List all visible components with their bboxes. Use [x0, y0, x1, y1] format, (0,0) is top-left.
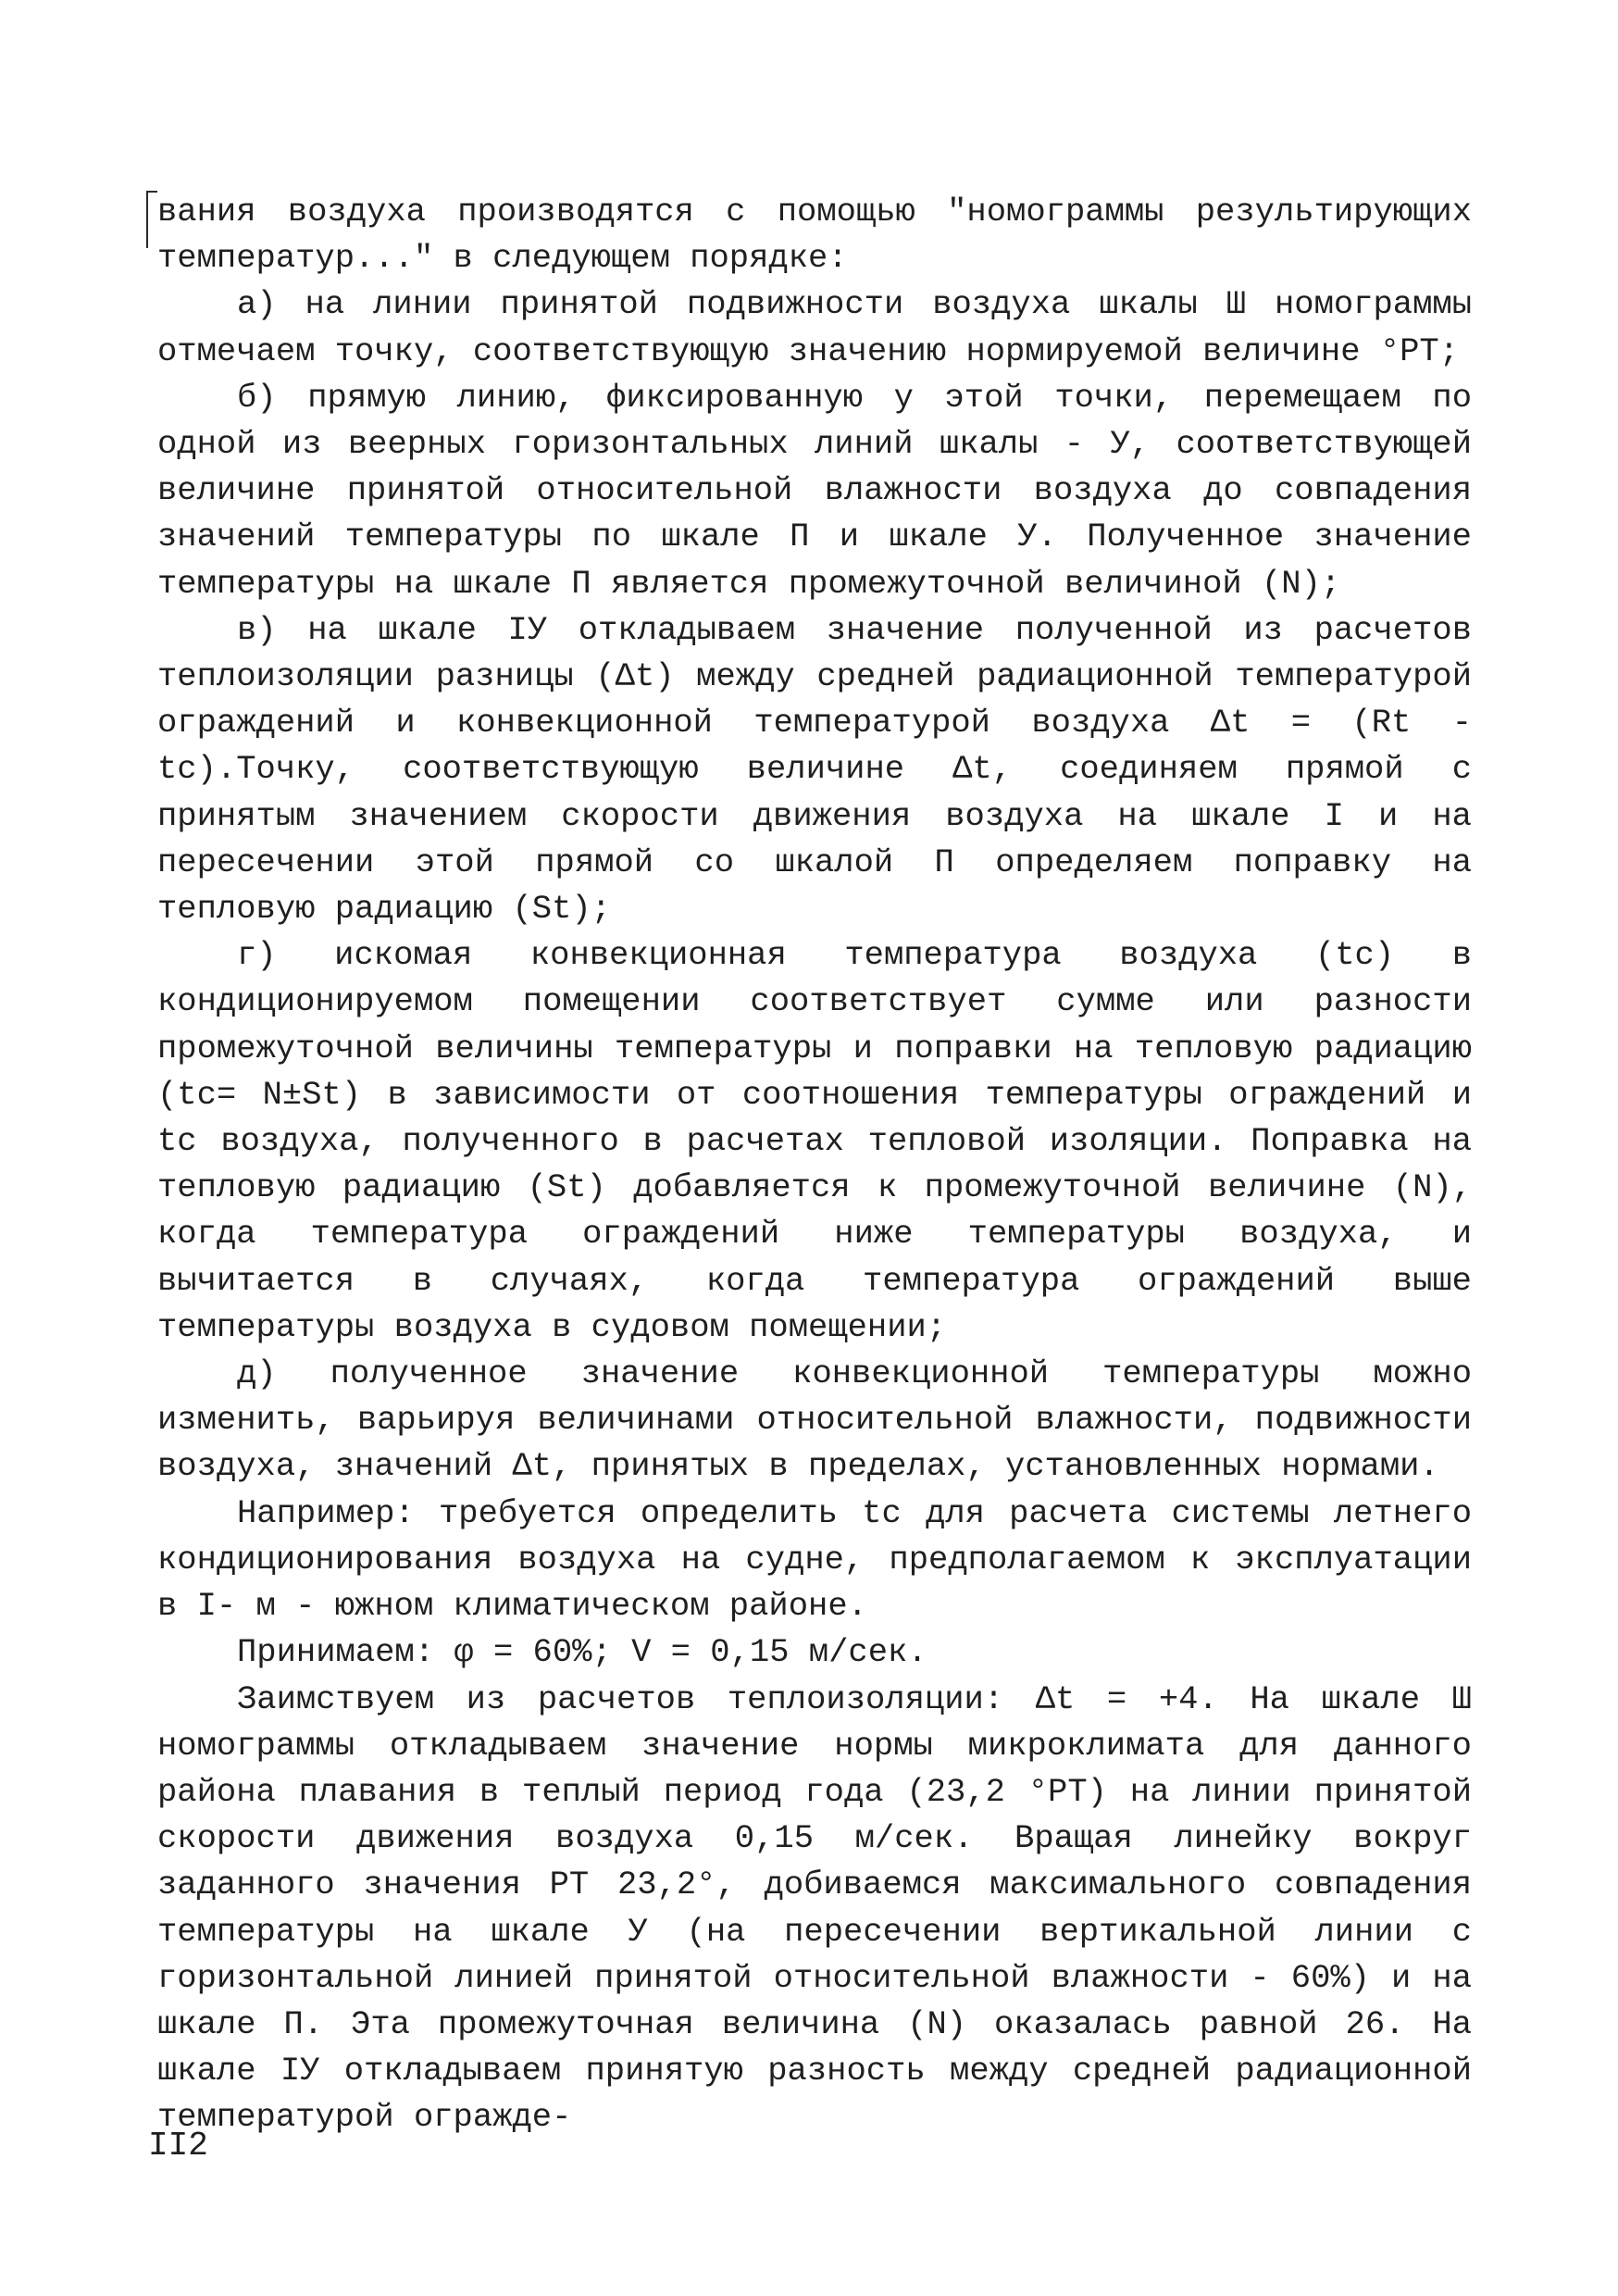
paragraph-step-a: а) на линии принятой подвижности воздуха шкалы Ш номограммы отмечаем точку, соответствующую значению нормируемой величине °РТ; — [157, 285, 1472, 370]
paragraph-step-d: д) полученное значение конвекционной температуры можно изменить, варьируя величинами относительной влажности, подвижности воздуха, значений Δt, принятых в пределах, установленных нормами. — [157, 1354, 1472, 1486]
page-number: II2 — [148, 2127, 208, 2165]
paragraph-example: Например: требуется определить tc для расчета системы летнего кондиционирования воздуха на судне, предполагаемом к эксплуатации в I- м - южном климатическом районе. — [157, 1493, 1472, 1626]
paragraph-step-v: в) на шкале IУ откладываем значение полученной из расчетов теплоизоляции разницы (Δt) между средней радиационной температурой ограждений и конвекционной температурой воздуха Δt = (Rt - tc).Точку, соответствующую величине Δt, соединяем прямой с принятым значением скорости движения воздуха на шкале I и на пересечении этой прямой со шкалой П определяем поправку на тепловую радиацию (St); — [157, 610, 1472, 929]
paragraph-accepted-values: Принимаем: φ = 60%; V = 0,15 м/сек. — [237, 1633, 927, 1672]
paragraph-continuation: вания воздуха производятся с помощью "номограммы результирующих температур..." в следующем порядке: — [157, 193, 1472, 278]
paragraph-step-g: г) искомая конвекционная температура воздуха (tc) в кондиционируемом помещении соответствует сумме или разности промежуточной величины температуры и поправки на тепловую радиацию (tc= N±St) в зависимости от соотношения температуры ограждений и tc воздуха, полученного в расчетах тепловой изоляции. Поправка на тепловую радиацию (St) добавляется к промежуточной величине (N), когда температура ограждений ниже температуры воздуха, и вычитается в случаях, когда температура ограждений выше температуры воздуха в судовом помещении; — [157, 936, 1472, 1346]
paragraph-step-b: б) прямую линию, фиксированную у этой точки, перемещаем по одной из веерных горизонтальных линий шкалы - У, соответствующей величине принятой относительной влажности воздуха до совпадения значений температуры по шкале П и шкале У. Полученное значение температуры на шкале П является промежуточной величиной (N); — [157, 378, 1472, 603]
margin-bracket-mark — [146, 191, 157, 248]
paragraph-calculation: Заимствуем из расчетов теплоизоляции: Δt = +4. На шкале Ш номограммы откладываем значение нормы микроклимата для данного района плавания в теплый период года (23,2 °РТ) на линии принятой скорости движения воздуха 0,15 м/сек. Вращая линейку вокруг заданного значения РТ 23,2°, добиваемся максимального совпадения температуры на шкале У (на пересечении вертикальной линии с горизонтальной линией принятой относительной влажности - 60%) и на шкале П. Эта промежуточная величина (N) оказалась равной 26. На шкале IУ откладываем принятую разность между средней радиационной температурой огражде- — [157, 1679, 1472, 2137]
body-text — [157, 189, 1472, 2141]
